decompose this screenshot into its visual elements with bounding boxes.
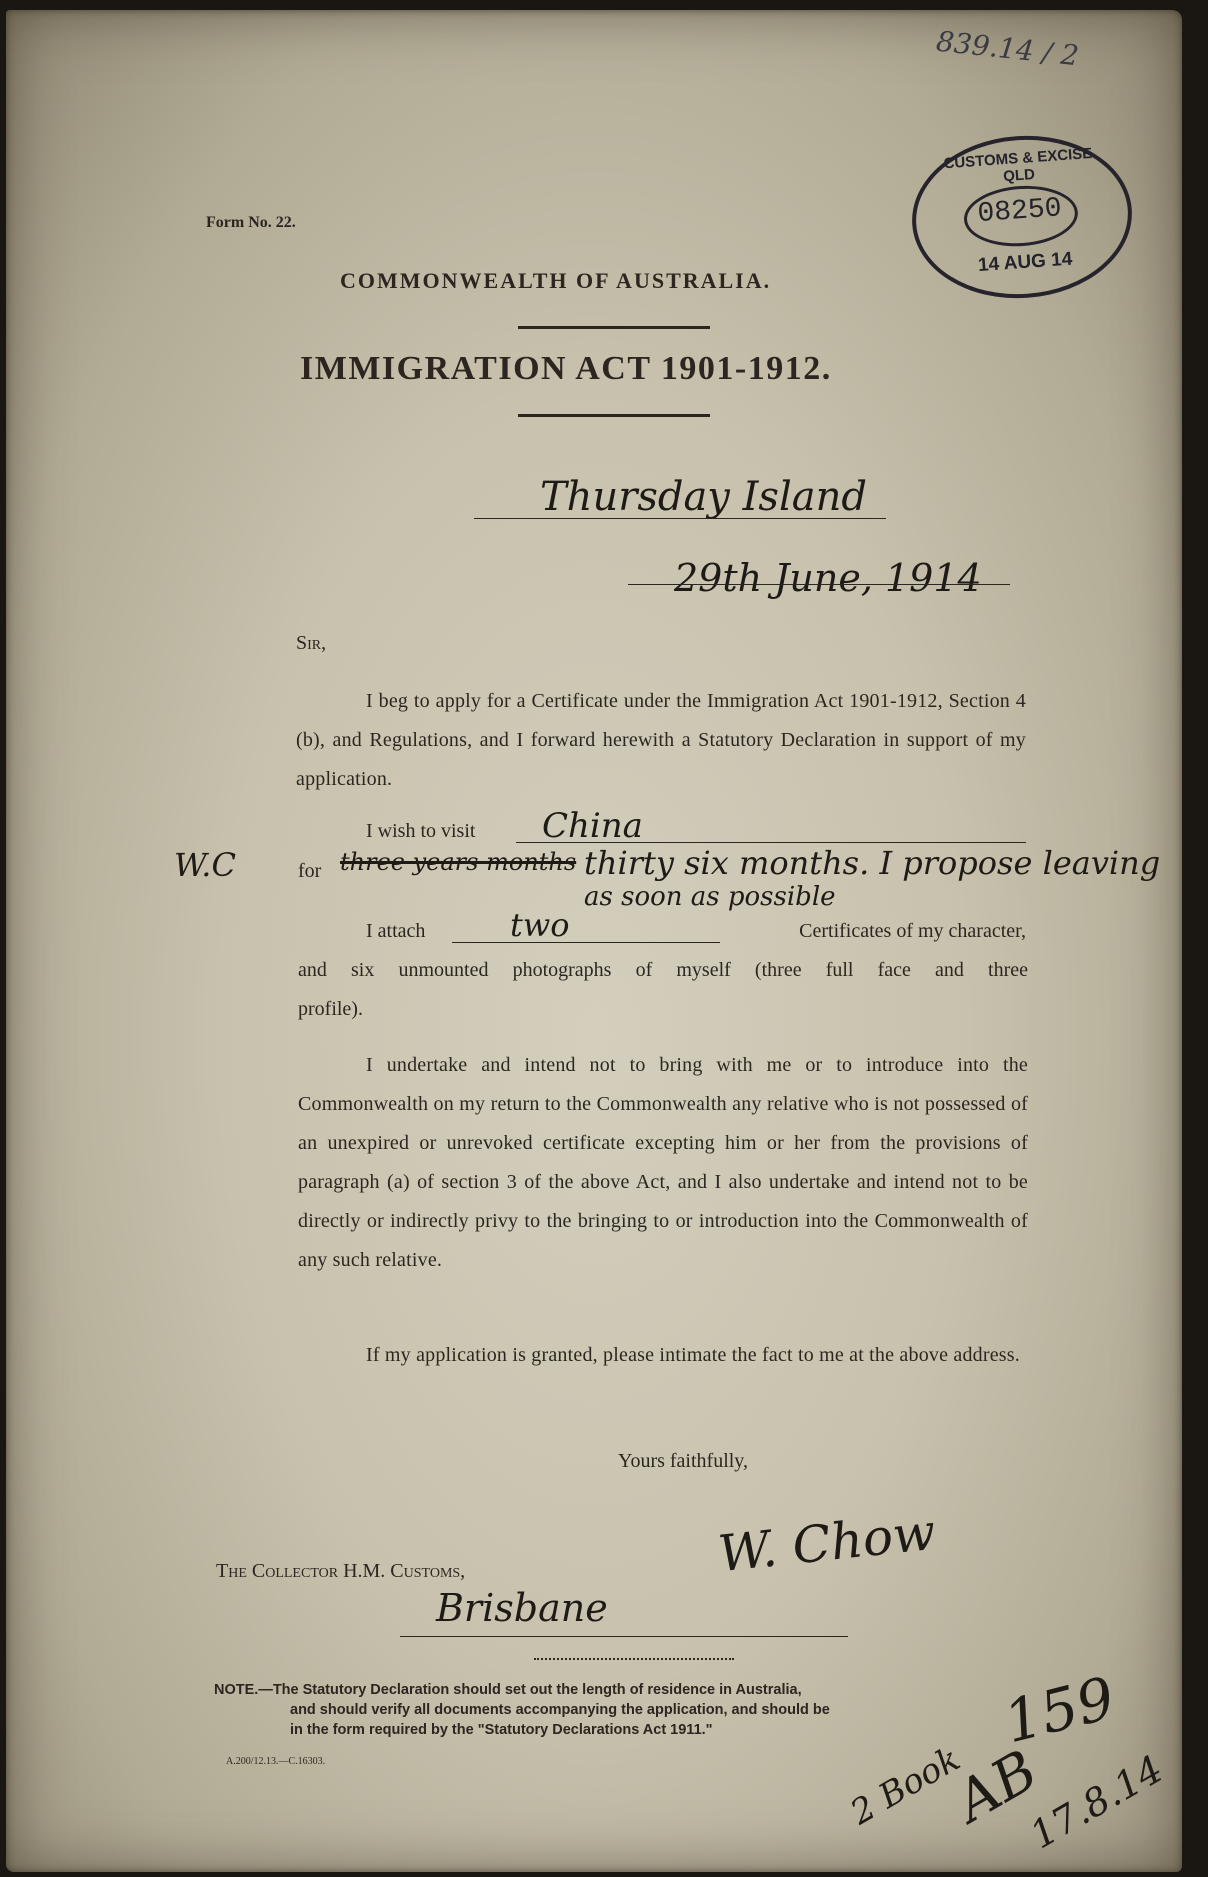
attach-count: two bbox=[510, 906, 570, 944]
stamp-date: 14 AUG 14 bbox=[977, 248, 1073, 277]
wavy-divider bbox=[534, 1650, 734, 1660]
addressee-line bbox=[400, 1636, 848, 1637]
addressee-place: Brisbane bbox=[436, 1586, 608, 1630]
annotation-book: 2 Book bbox=[843, 1738, 967, 1834]
salutation: Sir, bbox=[296, 632, 327, 654]
addressee-title: The Collector H.M. Customs, bbox=[216, 1560, 466, 1582]
closing: Yours faithfully, bbox=[618, 1450, 749, 1472]
note bbox=[214, 1680, 1034, 1740]
act-heading: IMMIGRATION ACT 1901-1912. bbox=[300, 350, 832, 387]
form-number: Form No. 22. bbox=[206, 214, 296, 231]
attach-line bbox=[452, 942, 720, 943]
annotation-reference: 159 bbox=[997, 1663, 1122, 1757]
attach-line-2: and six unmounted photographs of myself (three full face and three bbox=[298, 959, 1028, 981]
date-handwritten: 29th June, 1914 bbox=[674, 556, 982, 600]
place-handwritten: Thursday Island bbox=[540, 474, 867, 520]
signature: W. Chow bbox=[715, 1502, 939, 1584]
stamp-number: 08250 bbox=[976, 193, 1063, 231]
visit-duration-continued: as soon as possible bbox=[584, 882, 836, 912]
customs-stamp bbox=[907, 129, 1138, 306]
top-annotation: 839.14 / 2 bbox=[934, 24, 1081, 73]
annotation-date: 17.8.14 bbox=[1022, 1746, 1171, 1858]
paragraph-application: I beg to apply for a Certificate under the Immigration Act 1901-1912, Section 4 (b), and Regulations, and I forward herewith a Statutory Declaration in support of my application. bbox=[296, 690, 1026, 790]
margin-initials: W.C bbox=[174, 846, 236, 884]
header-rule-1 bbox=[518, 326, 710, 329]
note-line-3: in the form required by the "Statutory Declarations Act 1911." bbox=[290, 1722, 713, 1738]
date-line bbox=[628, 584, 1010, 585]
visit-destination: China bbox=[542, 806, 643, 846]
stamp-ring-text: CUSTOMS & EXCISE QLD bbox=[943, 144, 1093, 186]
attach-label: I attach bbox=[366, 920, 426, 942]
visit-duration: thirty six months. I propose leaving bbox=[584, 844, 1161, 882]
annotation-code: AB bbox=[945, 1737, 1049, 1836]
attach-suffix: Certificates of my character, bbox=[799, 920, 1026, 942]
document-page bbox=[6, 10, 1182, 1872]
visit-line bbox=[516, 842, 1026, 843]
note-line-1 bbox=[214, 1680, 1034, 1700]
note-line-2: and should verify all documents accompanying the application, and should be bbox=[290, 1702, 830, 1718]
note-text-1: —The Statutory Declaration should set out the length of residence in Australia, bbox=[258, 1682, 802, 1698]
print-code: A.200/12.13.—C.16303. bbox=[226, 1756, 326, 1767]
place-line bbox=[474, 518, 886, 519]
note-label: NOTE. bbox=[214, 1682, 259, 1698]
for-label: for bbox=[298, 860, 322, 882]
header-rule-2 bbox=[518, 414, 710, 417]
country-heading: COMMONWEALTH OF AUSTRALIA. bbox=[340, 268, 772, 293]
visit-label: I wish to visit bbox=[366, 820, 476, 842]
struck-duration: three years months bbox=[340, 848, 577, 876]
attach-line-3: profile). bbox=[298, 998, 363, 1020]
paragraph-undertaking: I undertake and intend not to bring with me or to introduce into the Commonwealth on my return to the Commonwealth any relative who is not possessed of an unexpired or unrevoked certificate excepting him or her from the provisions of paragraph (a) of section 3 of the above Act, and I also undertake and intend not to be directly or indirectly privy to the bringing to or introduction into the Commonwealth of any such relative. bbox=[298, 1054, 1028, 1271]
paragraph-intimate: If my application is granted, please intimate the fact to me at the above address. bbox=[366, 1344, 1020, 1366]
